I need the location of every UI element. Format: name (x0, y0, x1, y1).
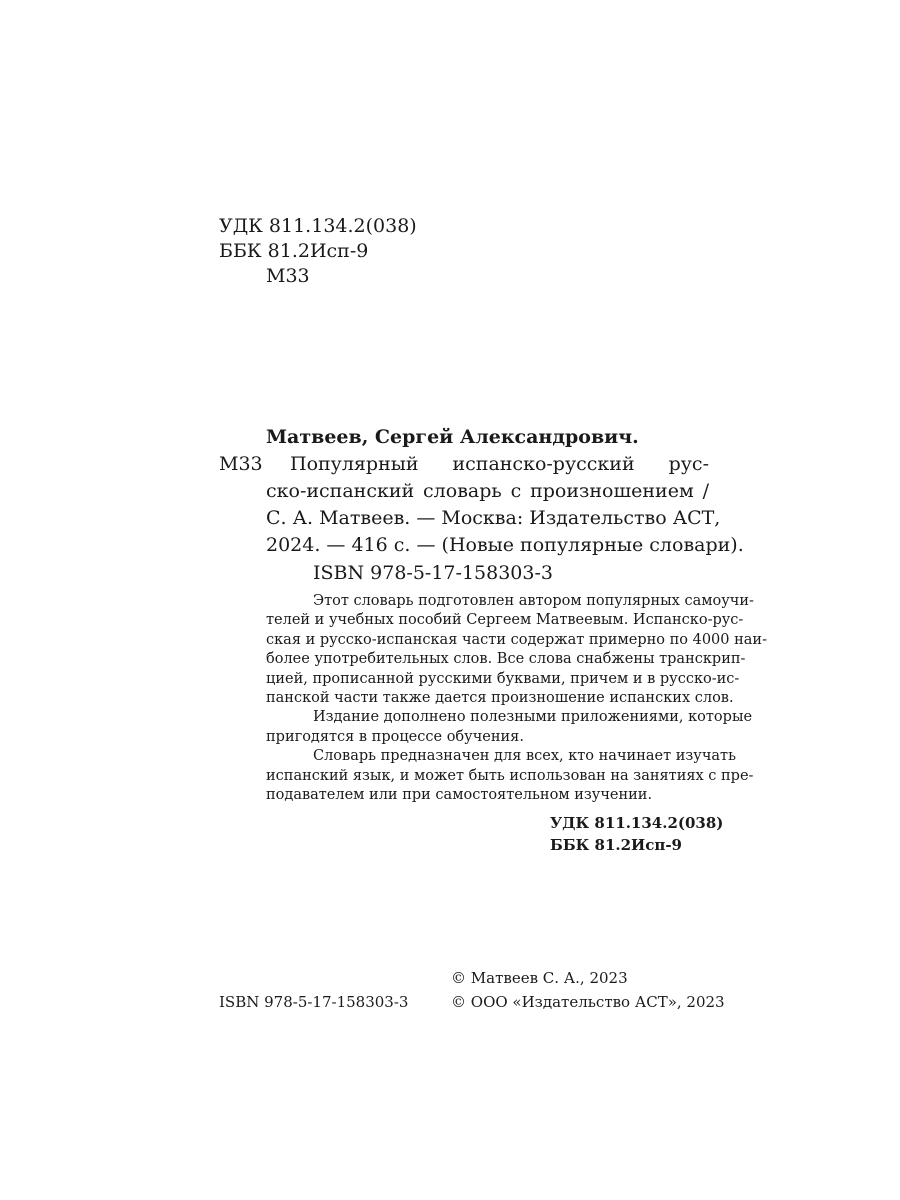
annotation-line: Словарь предназначен для всех, кто начинает изучать (313, 748, 736, 765)
bib-author: Матвеев, Сергей Александрович. (266, 426, 639, 448)
annotation-line: Издание дополнено полезными приложениями, которые (313, 709, 753, 726)
bib-line: ско-испанский словарь с произношением / (266, 480, 709, 502)
copyright-publisher: © ООО «Издательство АСТ», 2023 (451, 993, 725, 1011)
annotation-paragraph (266, 708, 753, 747)
annotation-line: телей и учебных пособий Сергеем Матвеевым. Испанско-рус- (266, 612, 744, 629)
bib-line: С. А. Матвеев. — Москва: Издательство АСТ, (266, 507, 721, 529)
annotation-line: цией, прописанной русскими буквами, причем и в русско-ис- (266, 670, 740, 687)
bbk-code: ББК 81.2Исп-9 (219, 240, 369, 262)
bib-description (219, 451, 744, 559)
author-mark: М33 (266, 265, 310, 287)
classification-top (219, 214, 417, 289)
bibliographic-entry (219, 424, 744, 559)
annotation (266, 592, 767, 805)
bib-line: Популярный испанско-русский рус- (290, 453, 709, 475)
copyright-block (451, 966, 725, 1014)
annotation-line: пригодятся в процессе обучения. (266, 728, 524, 745)
udk-code-bottom: УДК 811.134.2(038) (550, 814, 724, 832)
annotation-line: испанский язык, и может быть использован на занятиях с пре- (266, 767, 754, 784)
bib-author-mark: М33 (219, 453, 263, 475)
annotation-paragraph (266, 747, 754, 805)
annotation-line: ская и русско-испанская части содержат примерно по 4000 наи- (266, 631, 767, 648)
udk-code: УДК 811.134.2(038) (219, 215, 417, 237)
annotation-line: подавателем или при самостоятельном изучении. (266, 787, 653, 804)
annotation-line: панской части также дается произношение испанских слов. (266, 690, 734, 707)
annotation-paragraph (266, 592, 767, 708)
bib-line: 2024. — 416 с. — (Новые популярные словари). (266, 534, 744, 556)
copyright-author: © Матвеев С. А., 2023 (451, 969, 628, 987)
classification-bottom (550, 812, 723, 856)
annotation-line: более употребительных слов. Все слова снабжены транскрип- (266, 651, 746, 668)
annotation-line: Этот словарь подготовлен автором популярных самоучи- (313, 593, 754, 609)
isbn-footer: ISBN 978-5-17-158303-3 (219, 993, 409, 1011)
isbn-main: ISBN 978-5-17-158303-3 (313, 562, 553, 584)
bib-row (219, 451, 744, 559)
bbk-code-bottom: ББК 81.2Исп-9 (550, 836, 682, 854)
